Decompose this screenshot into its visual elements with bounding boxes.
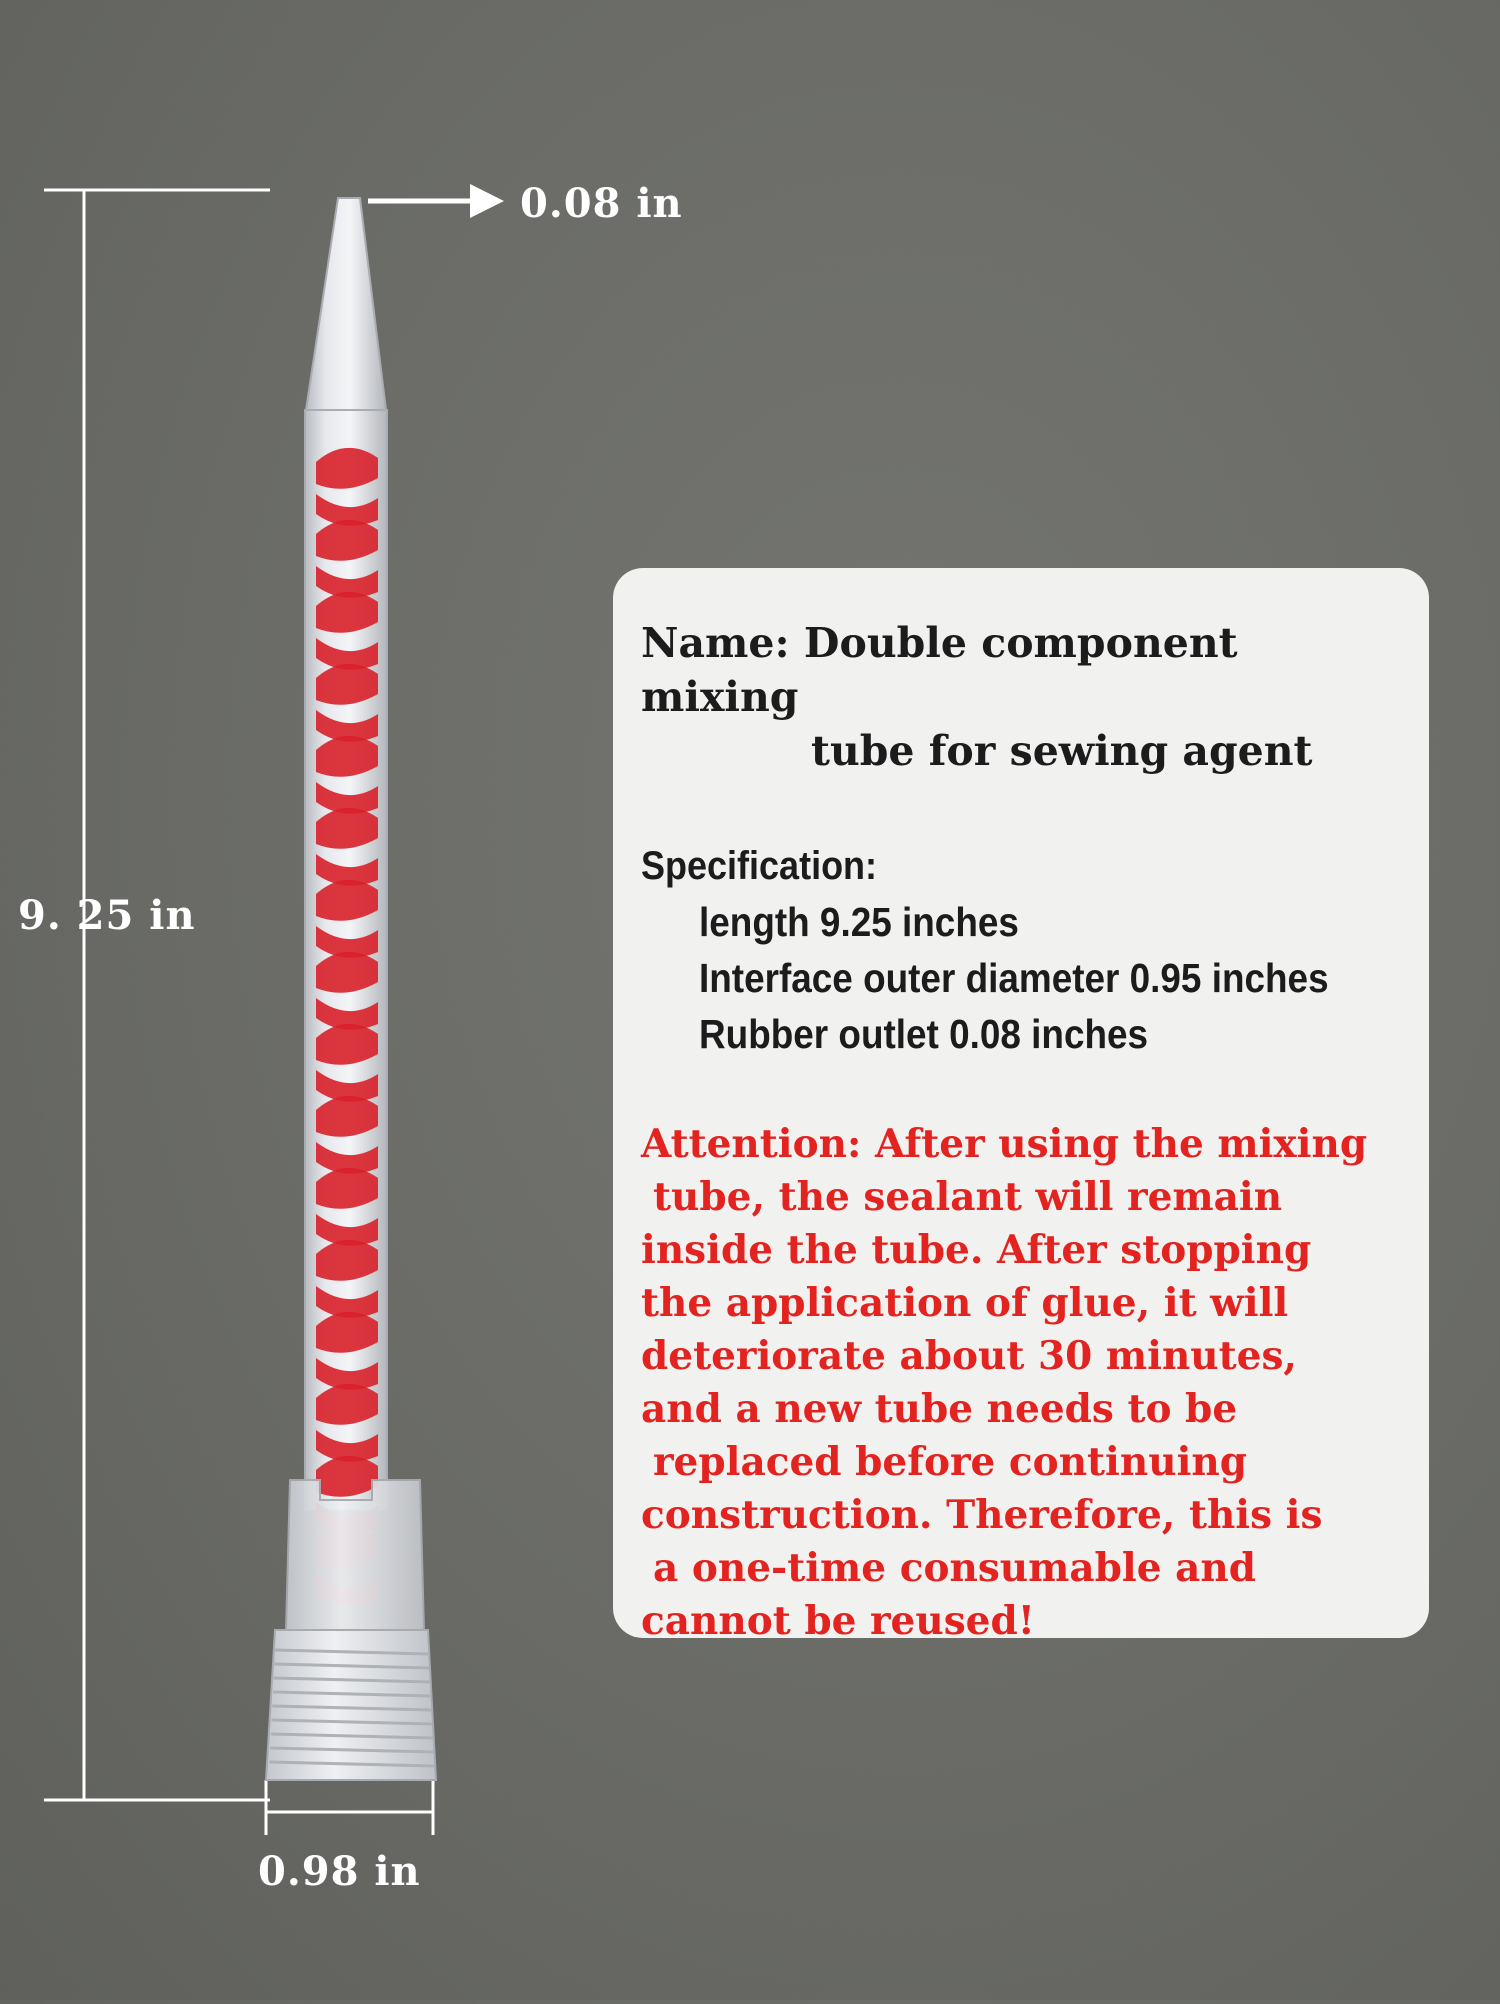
product-name-line2: tube for sewing agent — [811, 727, 1313, 775]
info-card — [613, 568, 1429, 1644]
length-dimension-line — [44, 190, 270, 1800]
specification-list — [641, 894, 1407, 1062]
spec-item-length: length 9.25 inches — [699, 899, 1019, 945]
spec-item-outlet: Rubber outlet 0.08 inches — [699, 1011, 1149, 1057]
outlet-diameter-label: 0.08 in — [520, 180, 683, 227]
attention-line: the application of glue, it will — [641, 1280, 1289, 1326]
product-name-line1: Name: Double component mixing — [641, 619, 1238, 721]
base-width-label: 0.98 in — [258, 1848, 421, 1895]
specification-heading: Specification: — [641, 844, 878, 888]
spec-item-interface-diameter: Interface outer diameter 0.95 inches — [699, 955, 1329, 1001]
attention-line: deteriorate about 30 minutes, — [641, 1333, 1298, 1379]
mixing-tube — [266, 198, 436, 1780]
outlet-arrow-icon — [368, 184, 504, 218]
attention-line: a one-time consumable and — [653, 1545, 1257, 1591]
attention-line: and a new tube needs to be — [641, 1386, 1238, 1432]
attention-note — [641, 1118, 1407, 1648]
attention-line: tube, the sealant will remain — [653, 1174, 1283, 1220]
product-name — [641, 616, 1407, 778]
length-label: 9. 25 in — [18, 892, 196, 939]
attention-line: replaced before continuing — [653, 1439, 1248, 1485]
attention-line: construction. Therefore, this is — [641, 1492, 1323, 1538]
attention-line: cannot be reused! — [641, 1598, 1035, 1644]
attention-line: inside the tube. After stopping — [641, 1227, 1312, 1273]
width-dimension-line — [266, 1780, 433, 1835]
attention-line: Attention: After using the mixing — [641, 1121, 1368, 1167]
